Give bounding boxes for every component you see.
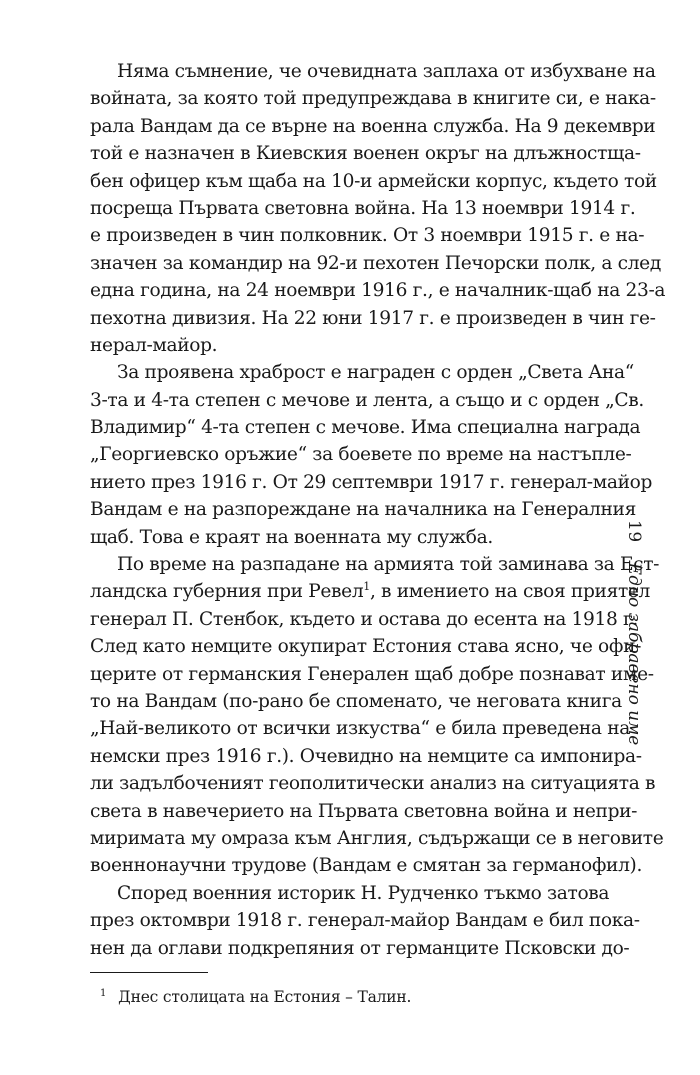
text-line: След като немците окупират Естония става ясно, че офи- (90, 636, 642, 658)
text-line: рала Вандам да се върне на военна служба. На 9 декември (90, 115, 656, 137)
text-line: е произведен в чин полковник. От 3 ноември 1915 г. е на- (90, 225, 645, 247)
footnote-separator (90, 972, 208, 973)
text-fragment: ландска губерния при Ревел (90, 581, 364, 603)
text-line: нието през 1916 г. От 29 септември 1917 г. генерал-майор (90, 471, 653, 493)
text-line: миримата му омраза към Англия, съдържащи се в неговите (90, 827, 664, 849)
footnote (100, 987, 411, 1007)
text-line: една година, на 24 ноември 1916 г., е началник-щаб на 23-а (90, 280, 666, 302)
text-line: света в навечерието на Първата световна война и непри- (90, 800, 638, 822)
text-line: „Най-великото от всички изкуства“ е била преведена на (90, 718, 630, 740)
text-line: Владимир“ 4-та степен с мечове. Има специална награда (90, 417, 641, 439)
paragraph-1 (90, 58, 666, 359)
text-line: щаб. Това е краят на военната му служба. (90, 526, 493, 548)
text-line-with-footnote (90, 578, 651, 605)
text-line: нерал-майор. (90, 334, 218, 356)
text-line: то на Вандам (по-рано бе споменато, че неговата книга (90, 690, 622, 712)
text-fragment: , в имението на своя приятел (369, 581, 651, 603)
text-line: посреща Първата световна война. На 13 ноември 1914 г. (90, 197, 636, 219)
text-line: пехотна дивизия. На 22 юни 1917 г. е произведен в чин ге- (90, 307, 656, 329)
text-line: той е назначен в Киевския военен окръг на длъжностща- (90, 143, 641, 165)
text-line: ли задълбоченият геополитически анализ на ситуацията в (90, 773, 656, 795)
text-line: немски през 1916 г.). Очевидно на немците са импонира- (90, 745, 642, 767)
text-line: нен да оглави подкрепяния от германците Псковски до- (90, 937, 630, 959)
text-line: генерал П. Стенбок, където и остава до есента на 1918 г. (90, 608, 638, 630)
paragraph-4 (90, 880, 640, 962)
footnote-marker: 1 (100, 987, 107, 999)
running-header (622, 520, 646, 746)
text-line: За проявена храброст е награден с орден „Света Ана“ (117, 362, 634, 384)
text-line: По време на разпадане на армията той заминава за Ест- (117, 554, 660, 576)
paragraph-2 (90, 359, 653, 551)
text-line: войната, за която той предупреждава в книгите си, е нака- (90, 88, 656, 110)
footnote-reference[interactable]: 1 (363, 580, 370, 594)
text-line: през октомври 1918 г. генерал-майор Вандам е бил пока- (90, 910, 640, 932)
text-line: Вандам е на разпореждане на началника на Генералния (90, 499, 636, 521)
text-line: 3-та и 4-та степен с мечове и лента, а също и с орден „Св. (90, 389, 644, 411)
text-line: Според военния историк Н. Рудченко тъкмо затова (117, 882, 610, 904)
text-line: „Георгиевско оръжие“ за боевете по време на настъпле- (90, 444, 632, 466)
text-line: военнонаучни трудове (Вандам е смятан за германофил). (90, 855, 643, 877)
footnote-text: Днес столицата на Естония – Талин. (118, 988, 412, 1006)
text-line: Няма съмнение, че очевидната заплаха от избухване на (117, 61, 656, 82)
page-number: 19 (624, 520, 644, 543)
book-title: Едно забравено име (624, 562, 644, 746)
text-line: бен офицер към щаба на 10-и армейски корпус, където той (90, 170, 657, 192)
text-line: значен за командир на 92-и пехотен Печорски полк, а след (90, 252, 661, 274)
text-line: церите от германския Генерален щаб добре познават име- (90, 663, 654, 685)
